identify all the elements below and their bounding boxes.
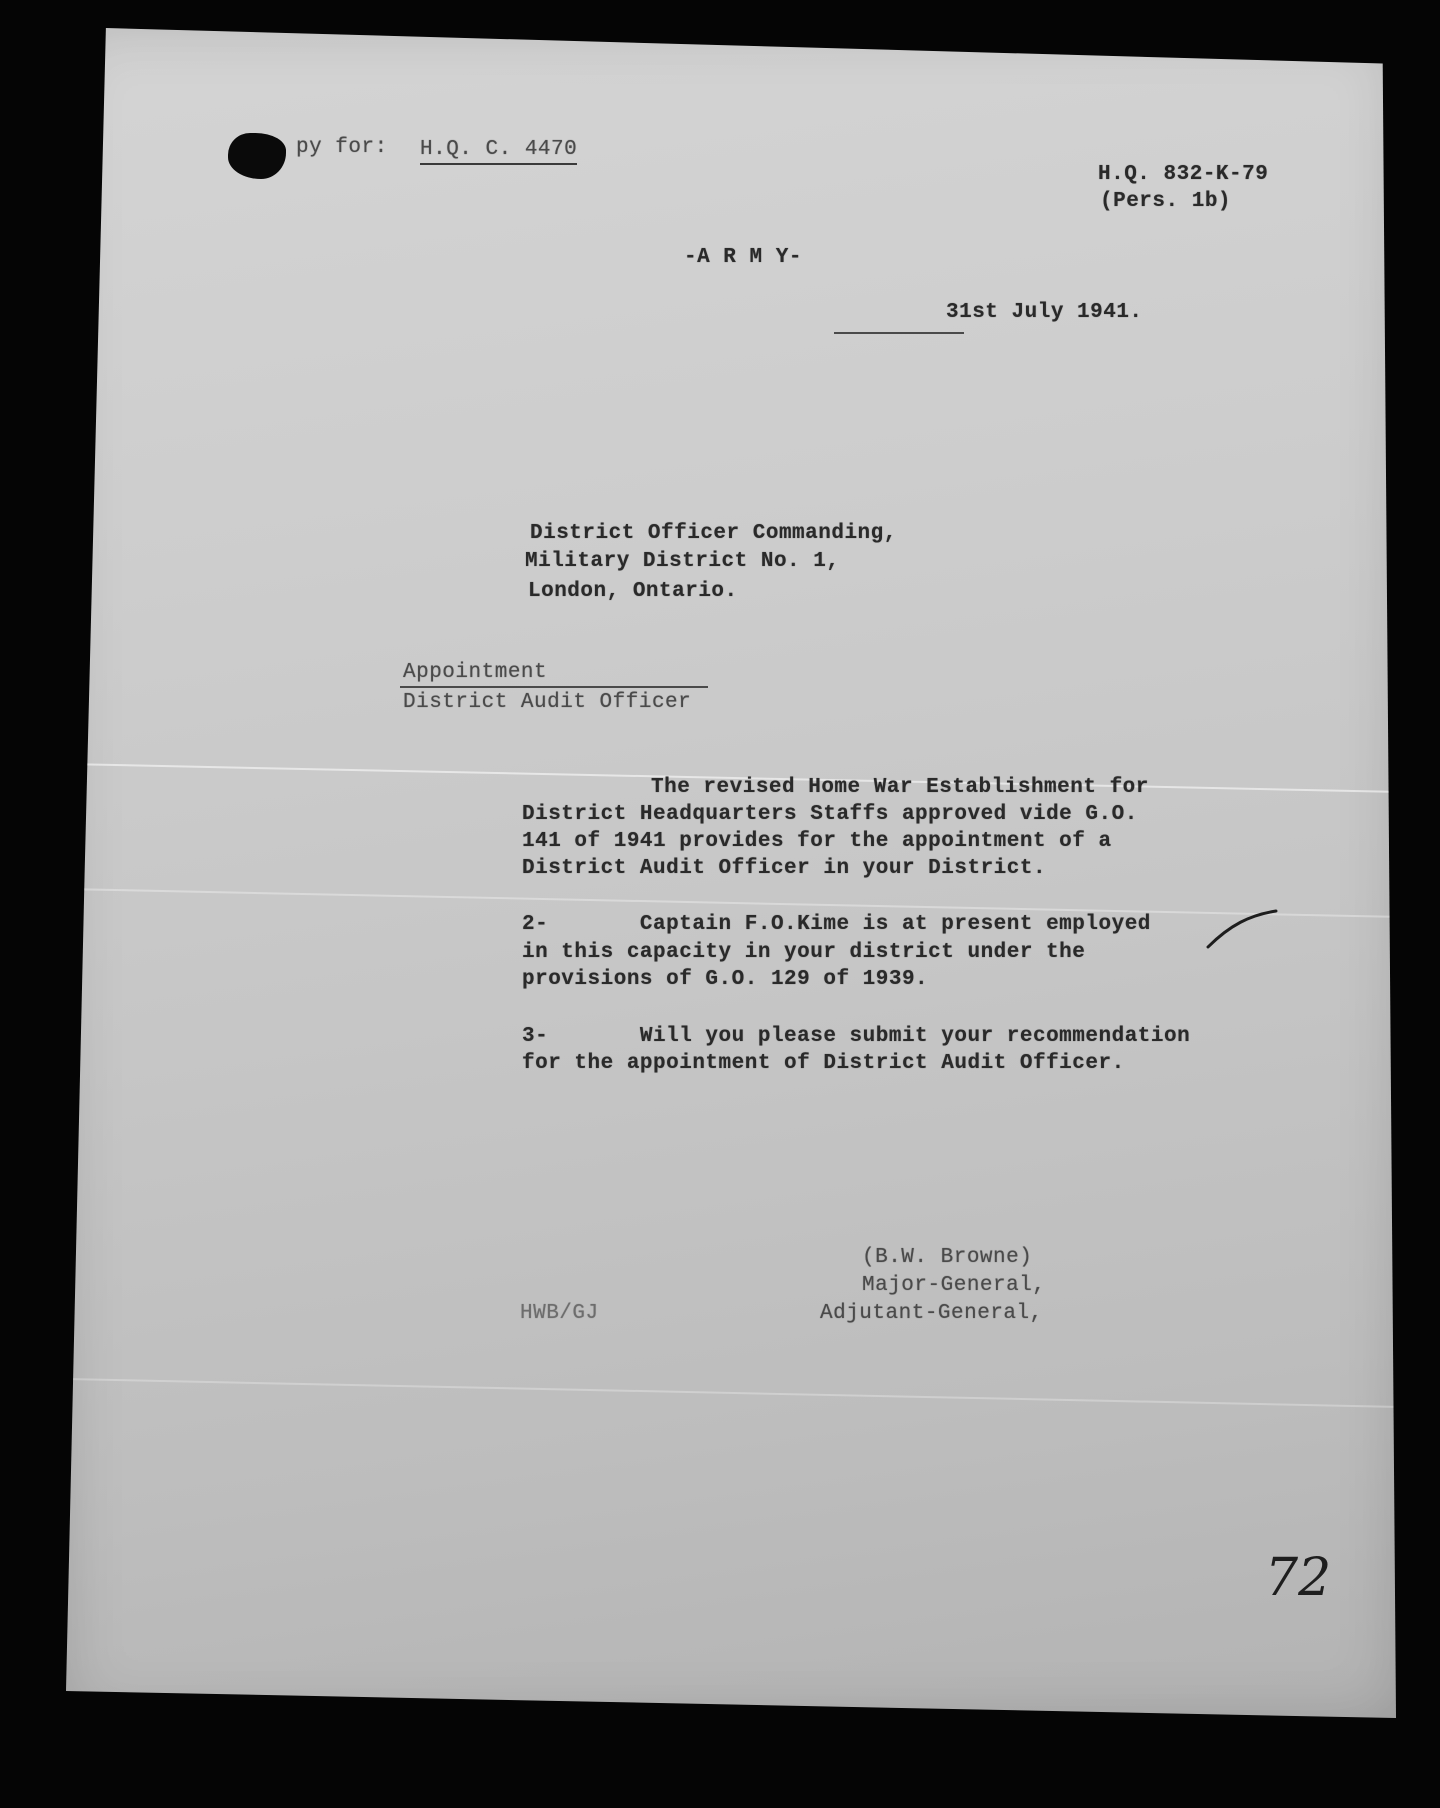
file-reference: H.Q. 832-K-79: [1098, 163, 1269, 186]
paragraph-1-line-4: District Audit Officer in your District.: [522, 857, 1047, 880]
paragraph-3-line-2: for the appointment of District Audit Officer.: [522, 1052, 1125, 1075]
letter-date: 31st July 1941.: [946, 301, 1143, 324]
date-rule: [834, 332, 964, 334]
signatory-name: (B.W. Browne): [862, 1246, 1033, 1269]
handwritten-check-mark: [1200, 905, 1280, 953]
addressee-line-1: District Officer Commanding,: [530, 522, 897, 545]
subject-line-2: District Audit Officer: [403, 691, 692, 714]
copy-reference: H.Q. C. 4470: [420, 138, 577, 165]
signatory-rank: Major-General,: [862, 1274, 1046, 1297]
copy-label: py for:: [296, 136, 388, 159]
paragraph-1-line-2: District Headquarters Staffs approved vide G.O.: [522, 803, 1138, 826]
service-heading: -A R M Y-: [684, 246, 802, 269]
subject-line-1: Appointment: [403, 661, 548, 684]
ink-blot: [228, 133, 286, 179]
paragraph-1-line-1: The revised Home War Establishment for: [651, 776, 1149, 799]
handwritten-page-number: 72: [1265, 1548, 1332, 1608]
paragraph-2-line-3: provisions of G.O. 129 of 1939.: [522, 968, 929, 991]
addressee-line-2: Military District No. 1,: [525, 550, 840, 573]
paragraph-1-line-3: 141 of 1941 provides for the appointment of a: [522, 830, 1112, 853]
scan-streak: [66, 1378, 1396, 1408]
paragraph-3-line-1: 3- Will you please submit your recommendation: [522, 1025, 1191, 1048]
paragraph-2-line-2: in this capacity in your district under the: [522, 941, 1086, 964]
file-subreference: (Pers. 1b): [1100, 190, 1232, 213]
reference-initials: HWB/GJ: [520, 1302, 599, 1325]
subject-underline: [400, 686, 708, 688]
addressee-line-3: London, Ontario.: [528, 580, 738, 603]
signatory-title: Adjutant-General,: [820, 1302, 1043, 1325]
paragraph-2-line-1: 2- Captain F.O.Kime is at present employed: [522, 913, 1151, 936]
